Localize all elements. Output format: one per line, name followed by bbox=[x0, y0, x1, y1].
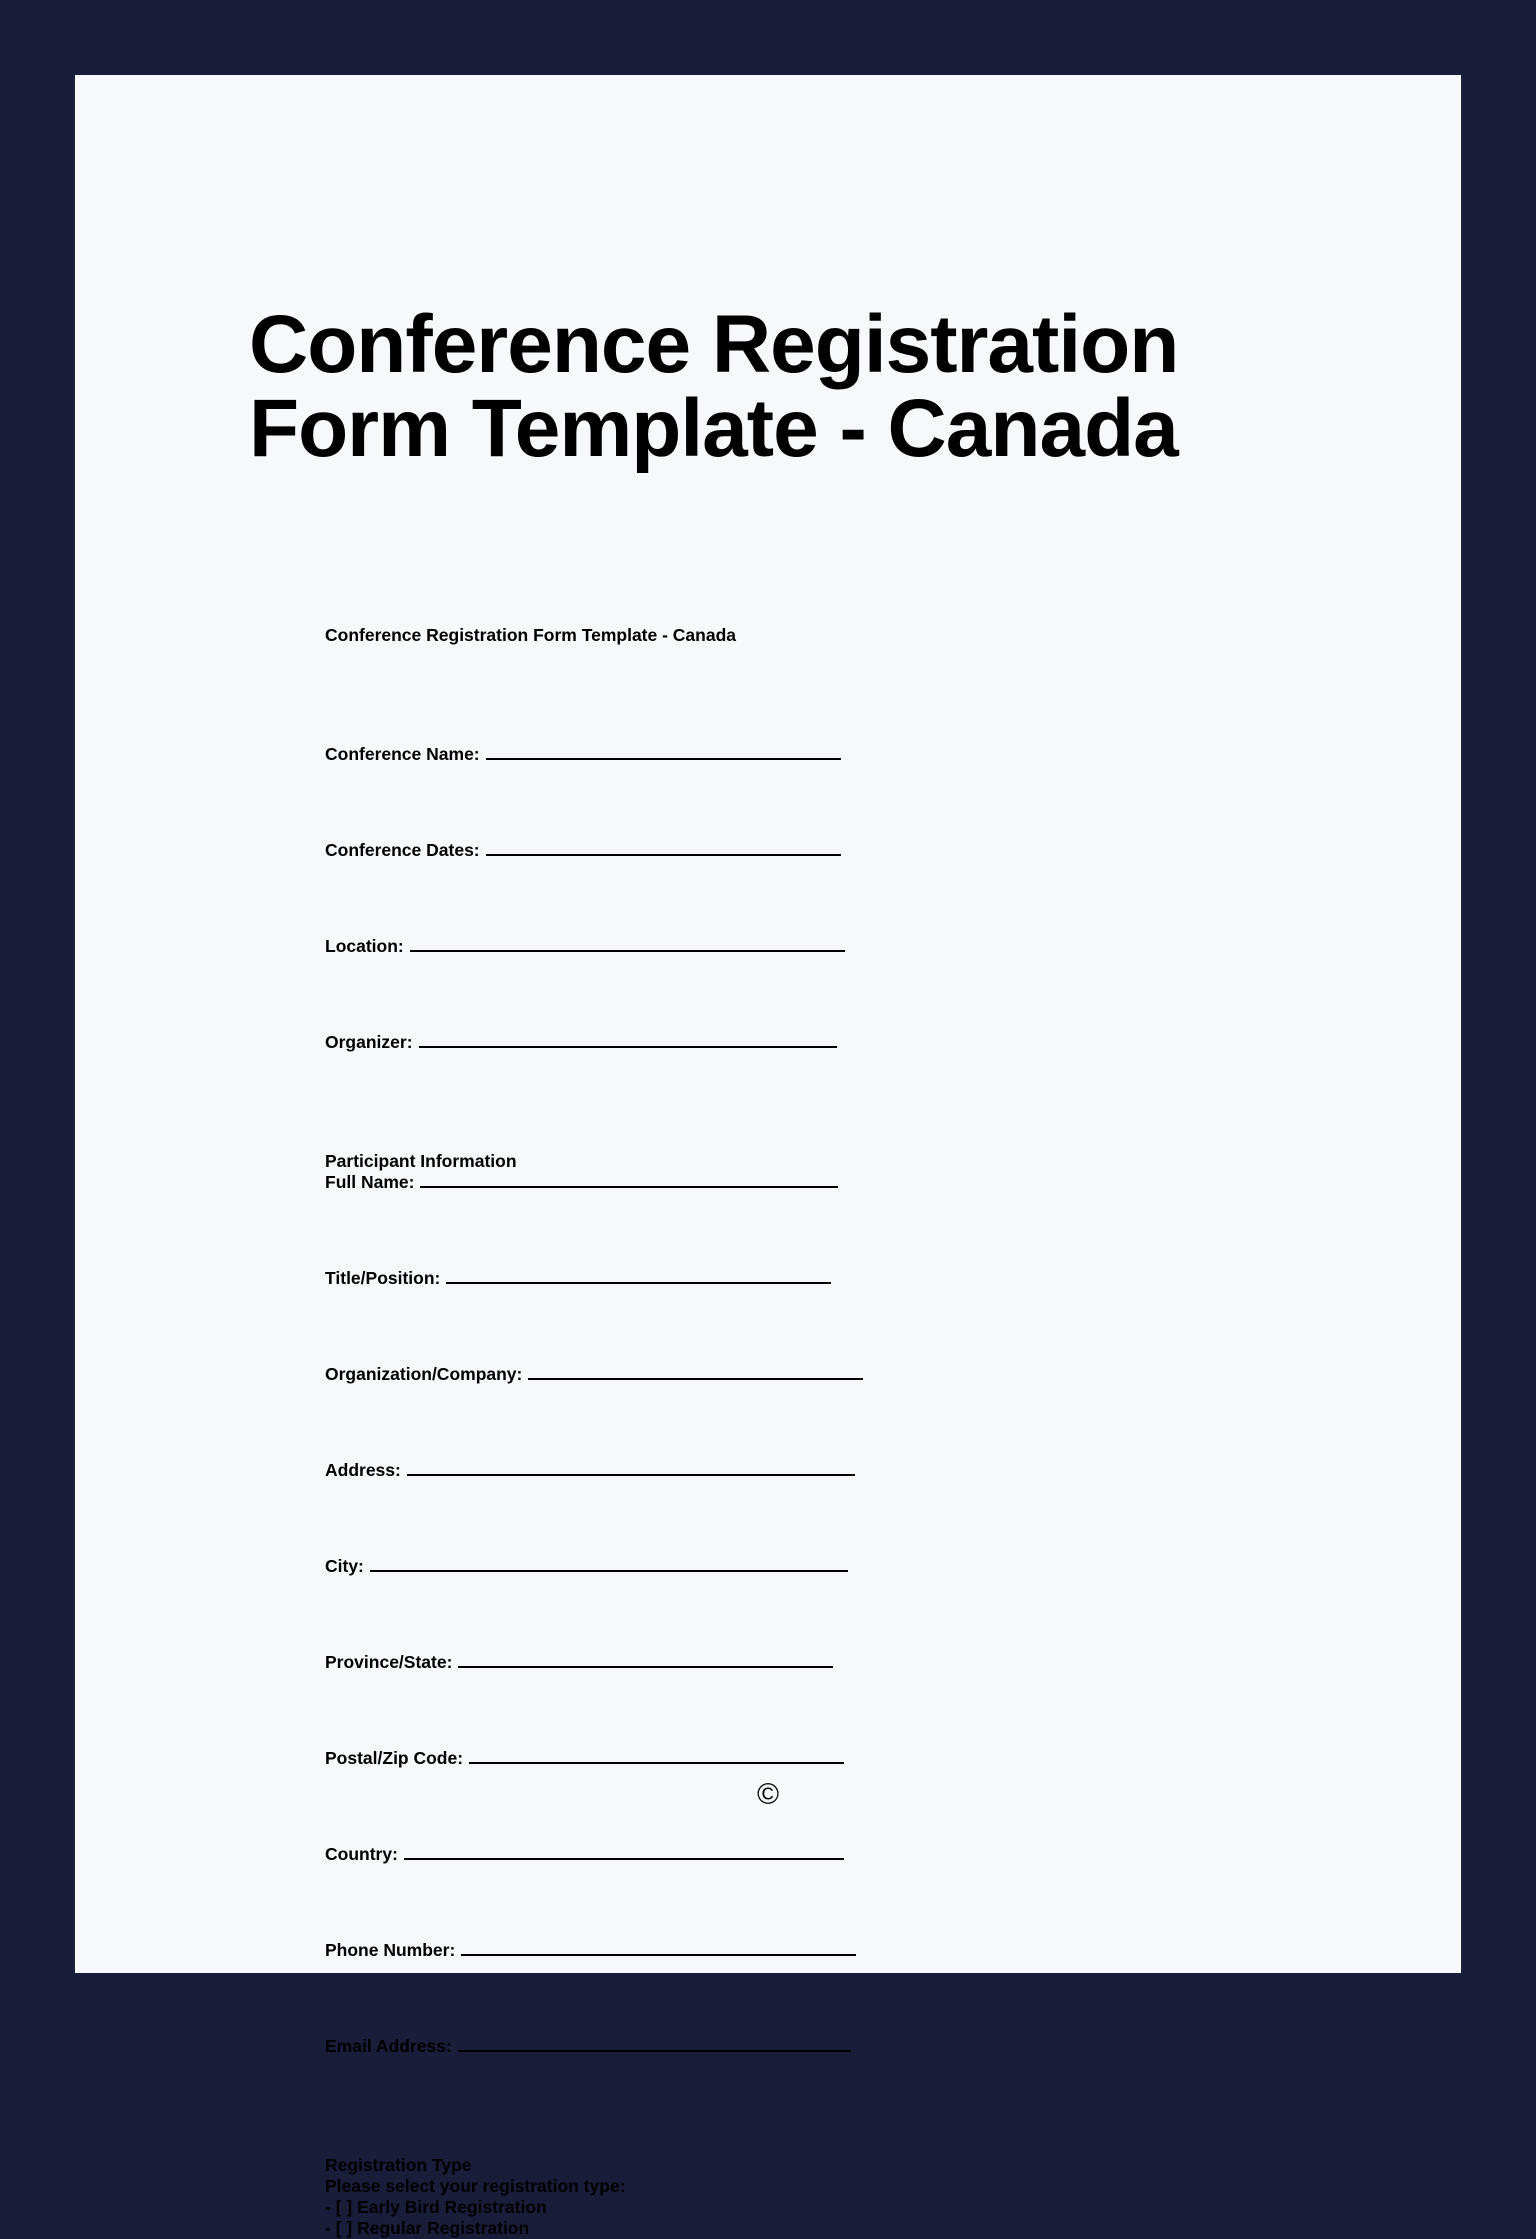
field-input-line[interactable] bbox=[420, 1172, 838, 1188]
registration-option-regular[interactable]: - [ ] Regular Registration bbox=[325, 2218, 530, 2238]
participant-information-heading: Participant Information bbox=[325, 1151, 517, 1171]
registration-option-early-bird[interactable]: - [ ] Early Bird Registration bbox=[325, 2197, 547, 2217]
spacer bbox=[325, 1385, 1085, 1460]
field-organization-company[interactable] bbox=[325, 1364, 1085, 1385]
field-label: Conference Dates: bbox=[325, 840, 480, 860]
form-body bbox=[325, 625, 1085, 2239]
field-input-line[interactable] bbox=[446, 1268, 831, 1284]
field-input-line[interactable] bbox=[461, 1940, 856, 1956]
field-country[interactable] bbox=[325, 1844, 1085, 1865]
spacer bbox=[325, 1865, 1085, 1940]
field-conference-dates[interactable] bbox=[325, 840, 1085, 861]
field-label: Postal/Zip Code: bbox=[325, 1748, 464, 1768]
field-province-state[interactable] bbox=[325, 1652, 1085, 1673]
form-heading: Conference Registration Form Template - Canada bbox=[325, 625, 737, 645]
spacer bbox=[325, 2057, 1085, 2155]
field-location[interactable] bbox=[325, 936, 1085, 957]
spacer bbox=[325, 1577, 1085, 1652]
field-label: Phone Number: bbox=[325, 1940, 456, 1960]
field-label: Province/State: bbox=[325, 1652, 453, 1672]
field-input-line[interactable] bbox=[469, 1748, 844, 1764]
field-label: Email Address: bbox=[325, 2036, 452, 2056]
spacer bbox=[325, 765, 1085, 840]
field-label: Full Name: bbox=[325, 1172, 415, 1192]
field-label: Country: bbox=[325, 1844, 398, 1864]
spacer bbox=[325, 1289, 1085, 1364]
field-input-line[interactable] bbox=[404, 1844, 844, 1860]
field-input-line[interactable] bbox=[407, 1460, 855, 1476]
field-input-line[interactable] bbox=[458, 2036, 851, 2052]
field-full-name[interactable] bbox=[325, 1172, 1085, 1193]
field-input-line[interactable] bbox=[528, 1364, 863, 1380]
field-input-line[interactable] bbox=[458, 1652, 833, 1668]
field-label: Organizer: bbox=[325, 1032, 413, 1052]
field-label: City: bbox=[325, 1556, 364, 1576]
spacer bbox=[325, 957, 1085, 1032]
spacer bbox=[325, 1961, 1085, 2036]
field-input-line[interactable] bbox=[486, 744, 841, 760]
field-input-line[interactable] bbox=[419, 1032, 837, 1048]
field-label: Location: bbox=[325, 936, 404, 956]
page-title: Conference Registration Form Template - Canada bbox=[249, 299, 1179, 475]
field-email-address[interactable] bbox=[325, 2036, 1085, 2057]
field-label: Conference Name: bbox=[325, 744, 480, 764]
registration-type-heading: Registration Type bbox=[325, 2155, 472, 2175]
field-address[interactable] bbox=[325, 1460, 1085, 1481]
field-label: Organization/Company: bbox=[325, 1364, 523, 1384]
field-conference-name[interactable] bbox=[325, 744, 1085, 765]
field-label: Title/Position: bbox=[325, 1268, 441, 1288]
field-input-line[interactable] bbox=[370, 1556, 848, 1572]
field-organizer[interactable] bbox=[325, 1032, 1085, 1053]
spacer bbox=[325, 861, 1085, 936]
document-page bbox=[75, 75, 1461, 2238]
copyright-icon: © bbox=[756, 1778, 780, 1811]
spacer bbox=[325, 1053, 1085, 1151]
field-city[interactable] bbox=[325, 1556, 1085, 1577]
spacer bbox=[325, 1481, 1085, 1556]
field-title-position[interactable] bbox=[325, 1268, 1085, 1289]
spacer bbox=[325, 1193, 1085, 1268]
field-input-line[interactable] bbox=[410, 936, 845, 952]
registration-type-instruction: Please select your registration type: bbox=[325, 2176, 626, 2196]
field-input-line[interactable] bbox=[486, 840, 841, 856]
field-postal-zip-code[interactable] bbox=[325, 1748, 1085, 1769]
spacer bbox=[325, 1673, 1085, 1748]
field-label: Address: bbox=[325, 1460, 401, 1480]
field-phone-number[interactable] bbox=[325, 1940, 1085, 1961]
spacer bbox=[325, 646, 1085, 744]
